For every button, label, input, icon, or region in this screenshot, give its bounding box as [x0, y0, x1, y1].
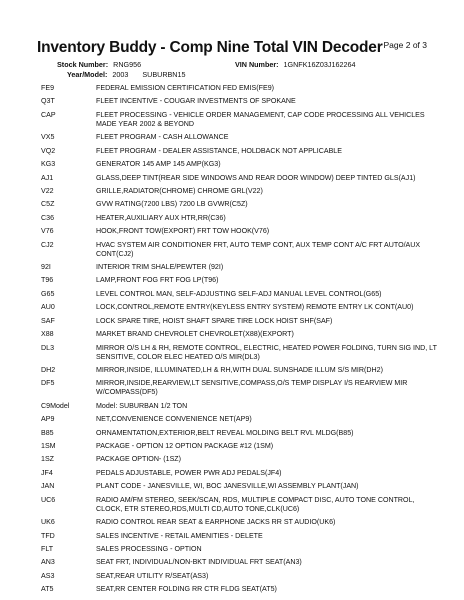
- option-description: LEVEL CONTROL MAN, SELF-ADJUSTING SELF-ADJ MANUAL LEVEL CONTROL(G65): [96, 289, 382, 298]
- option-row: [41, 290, 441, 299]
- option-description: SEAT FRT, INDIVIDUAL/NON-BKT INDIVIDUAL FRT SEAT(AN3): [96, 558, 302, 567]
- option-description: MARKET BRAND CHEVROLET CHEVROLET(X88)(EXPORT): [96, 330, 294, 339]
- option-code: VQ2: [41, 146, 56, 155]
- option-row: [41, 469, 441, 478]
- option-code-list: [41, 84, 441, 599]
- option-row: [41, 402, 441, 411]
- option-row: [41, 97, 441, 106]
- option-code: DH2: [41, 365, 56, 374]
- option-row: [41, 585, 441, 594]
- option-description: GLASS,DEEP TINT(REAR SIDE WINDOWS AND REAR DOOR WINDOW) DEEP TINTED GLS(AJ1): [96, 173, 416, 182]
- option-row: [41, 482, 441, 491]
- option-code: VX5: [41, 133, 55, 142]
- option-description: LOCK SPARE TIRE, HOIST SHAFT SPARE TIRE LOCK HOIST SHF(SAF): [96, 316, 333, 325]
- year-model-line: [67, 70, 185, 79]
- option-row: [41, 532, 441, 541]
- option-code: G65: [41, 289, 55, 298]
- option-row: [41, 174, 441, 183]
- option-row: [41, 147, 441, 156]
- option-row: [41, 133, 441, 142]
- option-row: [41, 227, 441, 236]
- option-code: 1SZ: [41, 455, 55, 464]
- option-row: [41, 84, 441, 93]
- option-code: CAP: [41, 110, 56, 119]
- option-code: JF4: [41, 468, 53, 477]
- page-title: Inventory Buddy - Comp Nine Total VIN Decoder: [37, 39, 383, 56]
- option-description: RADIO AM/FM STEREO, SEEK/SCAN, RDS, MULTIPLE COMPACT DISC, AUTO TONE CONTROL, CLOCK, ETR STEREO,RDS,MULTI CD,AUTO TONE,CLK(UC6): [96, 495, 415, 513]
- option-description: SEAT,RR CENTER FOLDING RR CTR FLDG SEAT(AT5): [96, 585, 277, 594]
- option-row: [41, 317, 441, 326]
- option-description: PACKAGE OPTION- (1SZ): [96, 455, 182, 464]
- option-code: TFD: [41, 531, 55, 540]
- model-value: SUBURBN15: [142, 70, 186, 79]
- option-row: [41, 379, 441, 396]
- option-row: [41, 429, 441, 438]
- option-description: INTERIOR TRIM SHALE/PEWTER (92I): [96, 263, 224, 271]
- option-row: [41, 455, 441, 464]
- option-code: AS3: [41, 571, 55, 580]
- option-row: [41, 111, 441, 128]
- option-code: KG3: [41, 160, 56, 169]
- option-description: GVW RATING(7200 LBS) 7200 LB GVWR(C5Z): [96, 200, 248, 209]
- option-code: B85: [41, 428, 54, 437]
- option-description: SALES PROCESSING - OPTION: [96, 544, 202, 553]
- option-row: [41, 160, 441, 169]
- option-code: DF5: [41, 379, 55, 388]
- option-description: Model: SUBURBAN 1/2 TON: [96, 401, 188, 410]
- option-description: NET,CONVENIENCE CONVENIENCE NET(AP9): [96, 415, 252, 424]
- option-description: MIRROR,INSIDE,REARVIEW,LT SENSITIVE,COMPASS,O/S TEMP DISPLAY I/S REARVIEW MIR W/COMPASS(DF5): [96, 379, 408, 397]
- option-code: T96: [41, 276, 54, 285]
- option-row: [41, 276, 441, 285]
- option-description: ORNAMENTATION,EXTERIOR,BELT REVEAL MOLDING BELT RVL MLDG(B85): [96, 428, 354, 437]
- option-description: LAMP,FRONT FOG FRT FOG LP(T96): [96, 276, 219, 285]
- option-description: MIRROR O/S LH & RH, REMOTE CONTROL, ELECTRIC, HEATED POWER FOLDING, TURN SIG IND, LT SENSITIVE, COLOR ELEC HEATED O/S MIR(DL3): [96, 343, 437, 361]
- option-row: [41, 442, 441, 451]
- stock-number-value: RNG956: [113, 60, 142, 69]
- option-description: FLEET INCENTIVE - COUGAR INVESTMENTS OF SPOKANE: [96, 97, 296, 106]
- page-number: Page 2 of 3: [383, 40, 427, 50]
- option-code: AN3: [41, 558, 55, 567]
- option-description: SEAT,REAR UTILITY R/SEAT(AS3): [96, 571, 209, 580]
- option-row: [41, 263, 441, 272]
- vin-number-label: VIN Number:: [235, 60, 279, 69]
- option-code: FLT: [41, 544, 54, 553]
- option-code: UC6: [41, 495, 56, 504]
- option-description: RADIO CONTROL REAR SEAT & EARPHONE JACKS RR ST AUDIO(UK6): [96, 518, 336, 527]
- option-description: PEDALS ADJUSTABLE, POWER PWR ADJ PEDALS(JF4): [96, 468, 282, 477]
- option-code: 1SM: [41, 442, 56, 450]
- year-value: 2003: [112, 70, 129, 79]
- option-code: JAN: [41, 482, 55, 491]
- option-description: FLEET PROGRAM - DEALER ASSISTANCE, HOLDBACK NOT APPLICABLE: [96, 146, 342, 155]
- option-description: PLANT CODE - JANESVILLE, WI, BOC JANESVILLE,WI ASSEMBLY PLANT(JAN): [96, 482, 359, 491]
- vin-number-value: 1GNFK16Z03J162264: [283, 60, 356, 69]
- option-row: [41, 330, 441, 339]
- option-code: C36: [41, 213, 55, 222]
- option-row: [41, 241, 441, 258]
- option-description: FLEET PROGRAM - CASH ALLOWANCE: [96, 133, 229, 142]
- option-code: X88: [41, 330, 54, 339]
- option-description: PACKAGE - OPTION 12 OPTION PACKAGE #12 (1SM): [96, 442, 274, 450]
- option-code: CJ2: [41, 240, 54, 249]
- year-model-label: Year/Model:: [67, 70, 108, 79]
- option-code: Q3T: [41, 97, 55, 106]
- option-description: HOOK,FRONT TOW(EXPORT) FRT TOW HOOK(V76): [96, 227, 270, 236]
- option-code: AT5: [41, 585, 54, 594]
- option-code: AU0: [41, 303, 55, 312]
- option-code: DL3: [41, 343, 55, 352]
- option-description: HVAC SYSTEM AIR CONDITIONER FRT, AUTO TEMP CONT, AUX TEMP CONT A/C FRT AUTO/AUX CONT(CJ2): [96, 240, 421, 258]
- vin-number-line: [235, 60, 355, 69]
- option-row: [41, 545, 441, 554]
- option-description: FLEET PROCESSING - VEHICLE ORDER MANAGEMENT, CAP CODE PROCESSING ALL VEHICLES MADE YEAR 2002 & BEYOND: [96, 110, 425, 128]
- option-code: FE9: [41, 84, 55, 92]
- option-row: [41, 200, 441, 209]
- option-code: C5Z: [41, 200, 55, 209]
- option-code: 92I: [41, 263, 51, 271]
- option-description: LOCK,CONTROL,REMOTE ENTRY(KEYLESS ENTRY SYSTEM) REMOTE ENTRY LK CONT(AU0): [96, 303, 414, 312]
- option-row: [41, 496, 441, 513]
- option-row: [41, 558, 441, 567]
- option-description: SALES INCENTIVE - RETAIL AMENITIES - DELETE: [96, 531, 263, 540]
- option-description: GRILLE,RADIATOR(CHROME) CHROME GRL(V22): [96, 186, 263, 195]
- option-row: [41, 415, 441, 424]
- option-row: [41, 518, 441, 527]
- option-code: V76: [41, 227, 54, 236]
- option-code: V22: [41, 186, 54, 195]
- stock-number-line: [57, 60, 141, 69]
- option-description: MIRROR,INSIDE, ILLUMINATED,LH & RH,WITH DUAL SUNSHADE ILLUM S/S MIR(DH2): [96, 365, 383, 374]
- option-code: C9Model: [41, 401, 70, 410]
- option-description: FEDERAL EMISSION CERTIFICATION FED EMIS(FE9): [96, 84, 275, 92]
- option-row: [41, 214, 441, 223]
- option-row: [41, 344, 441, 361]
- option-row: [41, 187, 441, 196]
- option-description: HEATER,AUXILIARY AUX HTR,RR(C36): [96, 213, 226, 222]
- option-row: [41, 572, 441, 581]
- option-code: SAF: [41, 316, 55, 325]
- option-code: AJ1: [41, 173, 54, 182]
- stock-number-label: Stock Number:: [57, 60, 109, 69]
- option-code: UK6: [41, 518, 55, 527]
- option-description: GENERATOR 145 AMP 145 AMP(KG3): [96, 160, 221, 169]
- option-row: [41, 303, 441, 312]
- option-code: AP9: [41, 415, 55, 424]
- option-row: [41, 366, 441, 375]
